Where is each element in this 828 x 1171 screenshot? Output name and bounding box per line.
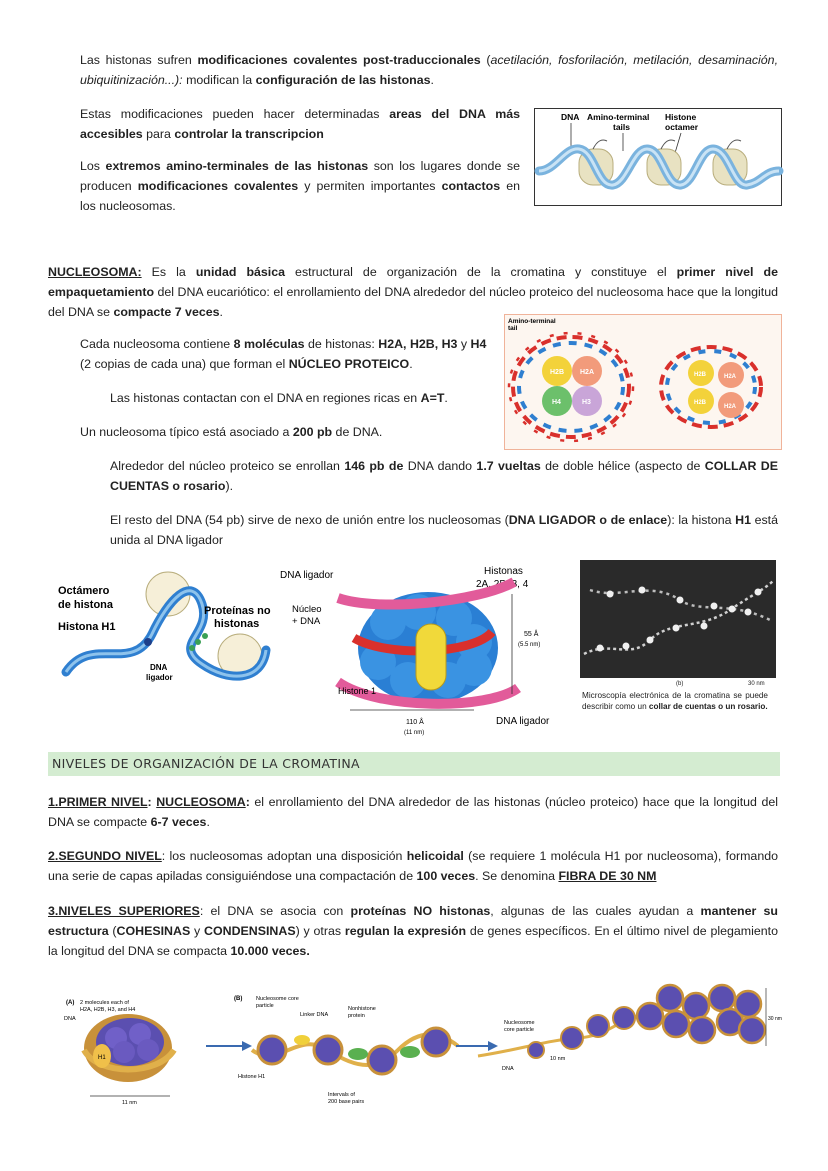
svg-text:H3: H3 [582, 399, 591, 406]
svg-text:Octámero: Octámero [58, 585, 110, 597]
svg-text:200 base pairs: 200 base pairs [328, 1099, 365, 1105]
svg-text:H2B: H2B [694, 372, 707, 378]
svg-text:core particle: core particle [504, 1027, 534, 1033]
svg-text:H4: H4 [552, 399, 561, 406]
svg-text:Histonas: Histonas [484, 566, 523, 577]
paragraph-nivel-1: 1.PRIMER NIVEL: NUCLEOSOMA: el enrollamiento del DNA alrededor de las histonas (núcleo proteico) hace que la longitud del DNA se compacte 6-7 veces. [48, 795, 778, 829]
svg-text:DNA: DNA [502, 1066, 514, 1072]
figure-chromatin-levels [58, 980, 782, 1108]
svg-text:DNA: DNA [64, 1016, 76, 1022]
figure-nucleosome-histones [504, 314, 782, 450]
svg-text:H2B: H2B [550, 369, 565, 376]
svg-text:H2A, H2B, H3, and H4: H2A, H2B, H3, and H4 [80, 1007, 136, 1013]
svg-text:55 Å: 55 Å [524, 631, 539, 638]
30nm-fiber [637, 985, 765, 1043]
paragraph-contactan: Las histonas contactan con el DNA en regiones ricas en A=T. [110, 391, 448, 405]
paragraph-accesibles: Estas modificaciones pueden hacer determinadas areas del DNA más accesibles para controlar la transcripcion [80, 107, 520, 141]
nucleosome-core-particle [84, 1014, 174, 1082]
figure-histone-tails-art [535, 109, 781, 205]
section-banner [48, 752, 780, 776]
svg-text:Amino-terminal: Amino-terminal [508, 318, 556, 325]
nucleosome-front-view [509, 333, 633, 441]
svg-text:(11 nm): (11 nm) [404, 730, 425, 736]
h1-dot [144, 638, 152, 646]
svg-text:2 molecules each of: 2 molecules each of [80, 1000, 129, 1006]
paragraph-cada-nucleosoma: Cada nucleosoma contiene 8 moléculas de histonas: H2A, H2B, H3 y H4 (2 copias de cada una) que forman el NÚCLEO PROTEICO. [80, 337, 487, 371]
svg-text:particle: particle [256, 1003, 274, 1009]
svg-text:Histone: Histone [665, 112, 697, 122]
svg-text:Histona H1: Histona H1 [58, 621, 116, 633]
svg-text:(5.5 nm): (5.5 nm) [518, 642, 541, 648]
fig1-dna-label: DNA [561, 112, 580, 122]
micrograph-caption: Microscopía electrónica de la cromatina se puede describir como un collar de cuentas o un rosario. [582, 691, 768, 711]
section-banner-title: NIVELES DE ORGANIZACIÓN DE LA CROMATINA [52, 756, 360, 771]
svg-text:2A, 2B, 3, 4: 2A, 2B, 3, 4 [476, 579, 529, 590]
svg-text:Núcleo: Núcleo [292, 604, 322, 615]
svg-text:+ DNA: + DNA [292, 616, 321, 627]
svg-text:Histone H1: Histone H1 [238, 1074, 266, 1080]
paragraph-modificaciones: Las histonas sufren modificaciones covalentes post-traduccionales (acetilación, fosforilación, metilación, desaminación, ubiquitinización...): modifican la configuración de las histonas. [80, 53, 779, 87]
nucleosome-side-view [661, 347, 761, 427]
svg-text:tails: tails [613, 122, 631, 132]
svg-text:DNA ligador: DNA ligador [496, 716, 550, 727]
svg-text:H2A: H2A [724, 374, 737, 380]
svg-text:DNA ligador: DNA ligador [280, 570, 334, 581]
paragraph-alrededor: Alrededor del núcleo proteico se enrollan 146 pb de DNA dando 1.7 vueltas de doble hélice (aspecto de COLLAR DE CUENTAS o rosario). [110, 459, 779, 493]
svg-text:tail: tail [508, 325, 518, 332]
nucleosome-beads [597, 587, 762, 652]
svg-text:histonas: histonas [214, 618, 260, 630]
figure-dna-ribbon [52, 564, 284, 694]
svg-text:octamer: octamer [665, 122, 699, 132]
svg-text:30 nm: 30 nm [768, 1016, 782, 1022]
svg-text:DNA: DNA [150, 663, 168, 672]
svg-text:Histone 1: Histone 1 [338, 686, 377, 696]
chromatin-beads [528, 1007, 635, 1058]
histone-h1 [416, 624, 446, 690]
paragraph-tipico: Un nucleosoma típico está asociado a 200 pb de DNA. [80, 425, 383, 439]
svg-text:(B): (B) [234, 996, 243, 1002]
figure-electron-micrograph [580, 560, 776, 678]
paragraph-nivel-3: 3.NIVELES SUPERIORES: el DNA se asocia con proteínas NO histonas, algunas de las cuales ayudan a mantener su estructura (COHESINAS y CONDENSINAS) y otras regulan la expresión de genes específicos. En el último nivel de plegamiento la longitud del DNA se compacta 10.000 veces. [48, 904, 778, 958]
svg-text:Nonhistone: Nonhistone [348, 1006, 376, 1012]
svg-text:(A): (A) [66, 1000, 75, 1006]
figure-histone-tails [534, 108, 782, 206]
figure-nucleosome-h1 [278, 562, 568, 744]
svg-text:Linker DNA: Linker DNA [300, 1012, 329, 1018]
svg-text:Nucleosome: Nucleosome [504, 1020, 535, 1026]
svg-text:110 Å: 110 Å [406, 719, 424, 726]
paragraph-nivel-2: 2.SEGUNDO NIVEL: los nucleosomas adoptan una disposición helicoidal (se requiere 1 molécula H1 por nucleosoma), formando una serie de capas apiladas consiguiéndose una compactación de 100 veces. Se denomina FIBRA DE 30 NM [48, 849, 778, 883]
svg-text:protein: protein [348, 1013, 365, 1019]
svg-text:ligador: ligador [146, 673, 173, 682]
paragraph-resto: El resto del DNA (54 pb) sirve de nexo de unión entre los nucleosomas (DNA LIGADOR o de enlace): la histona H1 está unida al DNA ligador [110, 513, 778, 547]
svg-text:Intervals of: Intervals of [328, 1092, 355, 1098]
svg-text:11 nm: 11 nm [122, 1100, 137, 1106]
svg-text:H2A: H2A [580, 369, 595, 376]
svg-text:de histona: de histona [58, 599, 114, 611]
svg-text:Nucleosome core: Nucleosome core [256, 996, 299, 1002]
svg-text:H2B: H2B [694, 400, 707, 406]
paragraph-extremos: Los extremos amino-terminales de las histonas son los lugares donde se producen modificaciones covalentes y permiten importantes contactos en los nucleosomas. [80, 159, 520, 213]
svg-text:H1: H1 [98, 1055, 106, 1061]
svg-text:10 nm: 10 nm [550, 1056, 566, 1062]
nucleosoma-heading: NUCLEOSOMA: [48, 265, 142, 279]
micrograph-panel-label: (b) [676, 681, 684, 687]
paragraph-nucleosoma: NUCLEOSOMA: Es la unidad básica estructural de organización de la cromatina y constituye el primer nivel de empaquetamiento del DNA eucariótico: el enrollamiento del DNA alrededor del núcleo proteico del nucleosoma hace que la longitud del DNA se compacte 7 veces. [48, 265, 778, 319]
micrograph-scale: 30 nm [748, 681, 765, 687]
fig1-tails-label: Amino-terminal [587, 112, 650, 122]
svg-text:H2A: H2A [724, 404, 737, 410]
svg-text:Proteínas no: Proteínas no [204, 605, 271, 617]
